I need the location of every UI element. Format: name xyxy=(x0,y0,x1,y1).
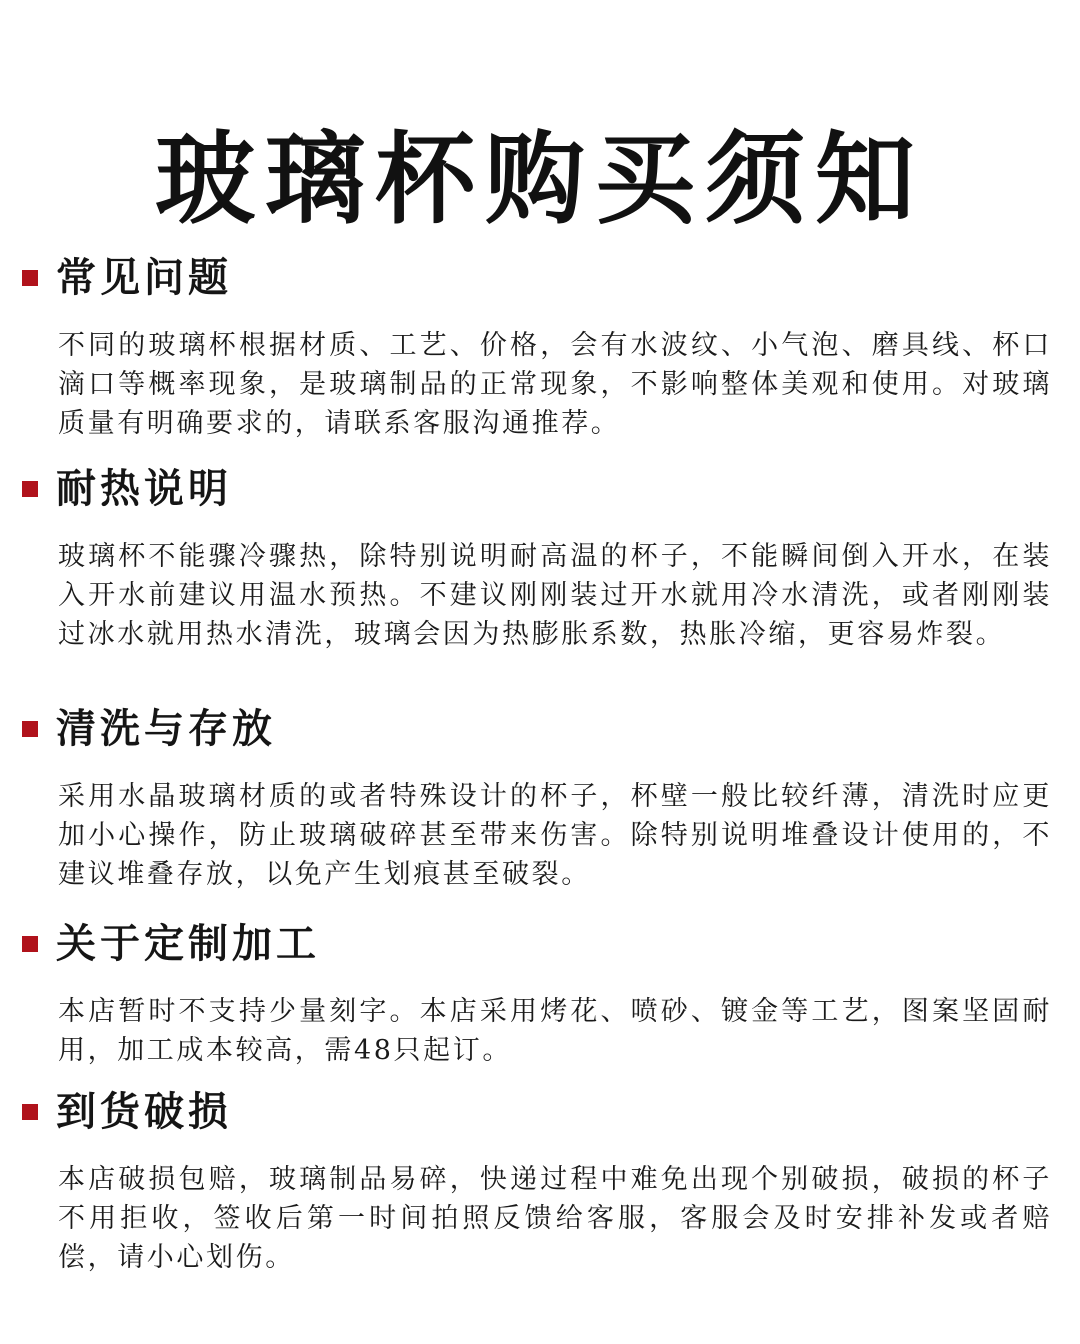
section-body: 本店暂时不支持少量刻字。本店采用烤花、喷砂、镀金等工艺，图案坚固耐用，加工成本较高，需48只起订。 xyxy=(58,996,1052,1066)
section-faq xyxy=(22,252,1052,443)
page-title: 玻璃杯购买须知 xyxy=(155,120,925,238)
section-title: 耐热说明 xyxy=(56,465,232,512)
section-header xyxy=(22,703,1052,755)
section-cleaning-storage xyxy=(22,703,1052,894)
section-header xyxy=(22,1086,1052,1138)
square-bullet-icon xyxy=(22,270,38,286)
section-title: 到货破损 xyxy=(56,1088,232,1135)
section-header xyxy=(22,252,1052,304)
section-title: 清洗与存放 xyxy=(56,705,276,752)
section-heat-resistance xyxy=(22,463,1052,654)
section-header xyxy=(22,463,1052,515)
section-body: 本店破损包赔，玻璃制品易碎，快递过程中难免出现个别破损，破损的杯子不用拒收，签收后第一时间拍照反馈给客服，客服会及时安排补发或者赔偿，请小心划伤。 xyxy=(58,1164,1052,1273)
section-body: 不同的玻璃杯根据材质、工艺、价格，会有水波纹、小气泡、磨具线、杯口滴口等概率现象，是玻璃制品的正常现象，不影响整体美观和使用。对玻璃质量有明确要求的，请联系客服沟通推荐。 xyxy=(58,330,1052,439)
square-bullet-icon xyxy=(22,936,38,952)
section-damage-on-arrival xyxy=(22,1086,1052,1277)
section-title: 关于定制加工 xyxy=(56,920,320,967)
square-bullet-icon xyxy=(22,1104,38,1120)
section-customization xyxy=(22,918,1052,1070)
section-body: 玻璃杯不能骤冷骤热，除特别说明耐高温的杯子，不能瞬间倒入开水，在装入开水前建议用温水预热。不建议刚刚装过开水就用冷水清洗，或者刚刚装过冰水就用热水清洗，玻璃会因为热膨胀系数，热胀冷缩，更容易炸裂。 xyxy=(58,541,1052,650)
square-bullet-icon xyxy=(22,481,38,497)
section-header xyxy=(22,918,1052,970)
square-bullet-icon xyxy=(22,721,38,737)
section-body: 采用水晶玻璃材质的或者特殊设计的杯子，杯壁一般比较纤薄，清洗时应更加小心操作，防止玻璃破碎甚至带来伤害。除特别说明堆叠设计使用的，不建议堆叠存放，以免产生划痕甚至破裂。 xyxy=(58,781,1052,890)
section-title: 常见问题 xyxy=(56,254,232,301)
